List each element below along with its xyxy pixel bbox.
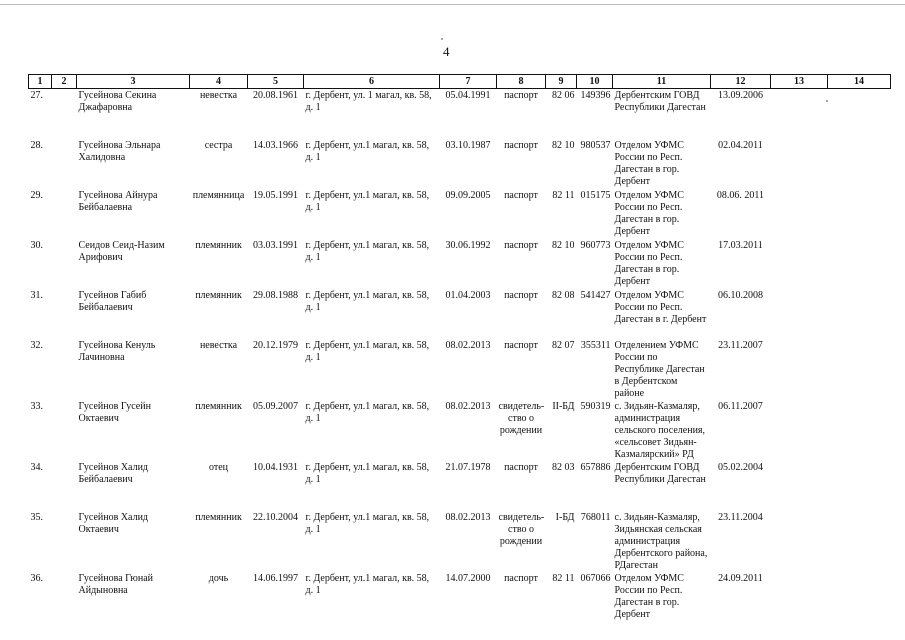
document-type: паспорт — [504, 240, 538, 251]
registration-date: 06.11.2007 — [718, 401, 763, 412]
table-row — [29, 572, 891, 622]
birth-date: 14.06.1997 — [253, 573, 298, 584]
column-header: 4 — [190, 75, 248, 89]
table-row — [29, 189, 891, 239]
column-13-cell — [771, 89, 828, 140]
document-series: 82 11 — [552, 190, 575, 201]
issuing-authority: Дербентским ГОВД Республики Дагестан — [614, 90, 706, 113]
relation: дочь — [208, 573, 229, 584]
empty-cell — [52, 400, 77, 461]
document-number: 657886 — [580, 462, 611, 473]
relation: сестра — [204, 140, 233, 151]
table-row — [29, 89, 891, 140]
registration-date: 08.06. 2011 — [716, 190, 765, 201]
empty-cell — [52, 139, 77, 189]
row-number: 35. — [30, 512, 43, 523]
relation: племянник — [195, 401, 242, 412]
relation: племянник — [195, 290, 242, 301]
document-number: 980537 — [580, 140, 611, 151]
document-type: паспорт — [504, 340, 538, 351]
birth-date: 20.12.1979 — [253, 340, 298, 351]
full-name: Гусейнова Гюнай Айдыновна — [78, 573, 154, 596]
empty-cell — [52, 89, 77, 140]
residents-table — [28, 74, 891, 622]
document-type: паспорт — [504, 90, 538, 101]
column-header: 7 — [440, 75, 497, 89]
document-date: 01.04.2003 — [445, 290, 491, 301]
address: г. Дербент, ул.1 магал, кв. 58, д. 1 — [305, 190, 430, 213]
column-14-cell — [828, 139, 891, 189]
document-date: 05.04.1991 — [445, 90, 491, 101]
empty-cell — [52, 289, 77, 339]
column-header: 2 — [52, 75, 77, 89]
column-13-cell — [771, 461, 828, 511]
document-series: 82 06 — [552, 90, 575, 101]
full-name: Гусейнова Эльнара Халидовна — [78, 140, 161, 163]
address: г. Дербент, ул.1 магал, кв. 58, д. 1 — [305, 462, 430, 485]
document-number: 149396 — [580, 90, 611, 101]
row-number: 32. — [30, 340, 43, 351]
document-date: 03.10.1987 — [445, 140, 491, 151]
page-number: 4 — [443, 44, 450, 59]
row-number: 36. — [30, 573, 43, 584]
column-14-cell — [828, 189, 891, 239]
document-series: 82 08 — [552, 290, 575, 301]
document-date: 09.09.2005 — [445, 190, 491, 201]
relation: племянник — [195, 240, 242, 251]
birth-date: 03.03.1991 — [253, 240, 298, 251]
full-name: Сеидов Сеид-Назим Арифович — [78, 240, 165, 263]
document-date: 08.02.2013 — [445, 401, 491, 412]
column-header: 6 — [304, 75, 440, 89]
column-header: 8 — [497, 75, 546, 89]
column-14-cell — [828, 572, 891, 622]
birth-date: 10.04.1931 — [253, 462, 298, 473]
column-header: 9 — [546, 75, 577, 89]
relation: невестка — [199, 90, 238, 101]
full-name: Гусейнова Айнура Бейбалаевна — [78, 190, 158, 213]
empty-cell — [52, 189, 77, 239]
document-date: 30.06.1992 — [445, 240, 491, 251]
issuing-authority: Отделением УФМС России по Республике Дагестан в Дербентском районе — [614, 340, 705, 399]
table-row — [29, 239, 891, 289]
column-header: 11 — [613, 75, 711, 89]
registration-date: 02.04.2011 — [718, 140, 763, 151]
table-row — [29, 289, 891, 339]
document-number: 960773 — [580, 240, 611, 251]
column-header: 1 — [29, 75, 52, 89]
issuing-authority: с. Зидьян-Казмаляр, Зидьянская сельская администрация Дербентского района, РДагестан — [614, 512, 708, 571]
full-name: Гусейнова Секина Джафаровна — [78, 90, 157, 113]
document-type: паспорт — [504, 140, 538, 151]
document-number: 541427 — [580, 290, 611, 301]
registration-date: 05.02.2004 — [718, 462, 763, 473]
column-14-cell — [828, 89, 891, 140]
column-13-cell — [771, 189, 828, 239]
document-type: свидетель-ство о рождении — [498, 401, 545, 436]
scan-speck — [441, 38, 443, 40]
full-name: Гусейнова Кенуль Лачиновна — [78, 340, 156, 363]
document-date: 14.07.2000 — [445, 573, 491, 584]
table-row — [29, 461, 891, 511]
row-number: 29. — [30, 190, 43, 201]
column-14-cell — [828, 461, 891, 511]
row-number: 34. — [30, 462, 43, 473]
document-number: 067066 — [580, 573, 611, 584]
column-header: 14 — [828, 75, 891, 89]
birth-date: 29.08.1988 — [253, 290, 298, 301]
birth-date: 14.03.1966 — [253, 140, 298, 151]
column-14-cell — [828, 239, 891, 289]
document-series: 82 11 — [552, 573, 575, 584]
table-row — [29, 400, 891, 461]
column-13-cell — [771, 511, 828, 572]
table-row — [29, 139, 891, 189]
full-name: Гусейнов Гусейн Октаевич — [78, 401, 151, 424]
column-13-cell — [771, 572, 828, 622]
table-row — [29, 511, 891, 572]
row-number: 27. — [30, 90, 43, 101]
address: г. Дербент, ул.1 магал, кв. 58, д. 1 — [305, 240, 430, 263]
document-number: 355311 — [580, 340, 611, 351]
full-name: Гусейнов Халид Бейбалаевич — [78, 462, 149, 485]
document-series: II-БД — [552, 401, 575, 412]
column-14-cell — [828, 511, 891, 572]
row-number: 31. — [30, 290, 43, 301]
empty-cell — [52, 511, 77, 572]
registration-date: 23.11.2004 — [718, 512, 763, 523]
document-number: 590319 — [580, 401, 611, 412]
address: г. Дербент, ул.1 магал, кв. 58, д. 1 — [305, 573, 430, 596]
issuing-authority: Дербентским ГОВД Республики Дагестан — [614, 462, 706, 485]
full-name: Гусейнов Габиб Бейбалаевич — [78, 290, 147, 313]
scan-edge-line — [0, 0, 905, 5]
document-series: 82 03 — [552, 462, 575, 473]
document-series: 82 10 — [552, 140, 575, 151]
table-row — [29, 339, 891, 400]
address: г. Дербент, ул.1 магал, кв. 58, д. 1 — [305, 140, 430, 163]
row-number: 28. — [30, 140, 43, 151]
document-number: 015175 — [580, 190, 611, 201]
issuing-authority: Отделом УФМС России по Респ. Дагестан в гор. Дербент — [614, 573, 684, 620]
relation: невестка — [199, 340, 238, 351]
registration-date: 13.09.2006 — [718, 90, 763, 101]
relation: племянник — [195, 512, 242, 523]
empty-cell — [52, 239, 77, 289]
column-13-cell — [771, 339, 828, 400]
address: г. Дербент, ул.1 магал, кв. 58, д. 1 — [305, 290, 430, 313]
document-type: паспорт — [504, 190, 538, 201]
document-type: свидетель-ство о рождении — [498, 512, 545, 547]
full-name: Гусейнов Халид Октаевич — [78, 512, 149, 535]
empty-cell — [52, 572, 77, 622]
issuing-authority: Отделом УФМС России по Респ. Дагестан в г. Дербент — [614, 290, 707, 325]
column-14-cell — [828, 400, 891, 461]
empty-cell — [52, 339, 77, 400]
document-type: паспорт — [504, 462, 538, 473]
registration-date: 17.03.2011 — [718, 240, 763, 251]
address: г. Дербент, ул.1 магал, кв. 58, д. 1 — [305, 512, 430, 535]
document-type: паспорт — [504, 573, 538, 584]
address: г. Дербент, ул. 1 магал, кв. 58, д. 1 — [305, 90, 432, 113]
registration-date: 23.11.2007 — [718, 340, 763, 351]
document-date: 08.02.2013 — [445, 512, 491, 523]
row-number: 33. — [30, 401, 43, 412]
table-header-row — [29, 75, 891, 89]
document-type: паспорт — [504, 290, 538, 301]
relation: племянница — [192, 190, 245, 201]
column-14-cell — [828, 339, 891, 400]
column-header: 3 — [77, 75, 190, 89]
issuing-authority: с. Зидьян-Казмаляр, администрация сельского поселения, «сельсовет Зидьян-Казмалярский» РД — [614, 401, 706, 460]
column-header: 10 — [577, 75, 613, 89]
birth-date: 05.09.2007 — [253, 401, 298, 412]
empty-cell — [52, 461, 77, 511]
registration-date: 24.09.2011 — [718, 573, 763, 584]
document-number: 768011 — [580, 512, 611, 523]
column-header: 13 — [771, 75, 828, 89]
residents-table-sheet — [28, 74, 890, 622]
issuing-authority: Отделом УФМС России по Респ. Дагестан в гор. Дербент — [614, 190, 684, 237]
issuing-authority: Отделом УФМС России по Респ. Дагестан в гор. Дербент — [614, 240, 684, 287]
document-series: 82 07 — [552, 340, 575, 351]
document-series: 82 10 — [552, 240, 575, 251]
column-14-cell — [828, 289, 891, 339]
column-13-cell — [771, 289, 828, 339]
relation: отец — [208, 462, 229, 473]
column-header: 12 — [711, 75, 771, 89]
document-date: 21.07.1978 — [445, 462, 491, 473]
birth-date: 22.10.2004 — [253, 512, 298, 523]
column-13-cell — [771, 239, 828, 289]
document-series: I-БД — [555, 512, 575, 523]
document-date: 08.02.2013 — [445, 340, 491, 351]
birth-date: 20.08.1961 — [253, 90, 298, 101]
row-number: 30. — [30, 240, 43, 251]
column-13-cell — [771, 400, 828, 461]
registration-date: 06.10.2008 — [718, 290, 763, 301]
birth-date: 19.05.1991 — [253, 190, 298, 201]
column-header: 5 — [248, 75, 304, 89]
issuing-authority: Отделом УФМС России по Респ. Дагестан в гор. Дербент — [614, 140, 684, 187]
column-13-cell — [771, 139, 828, 189]
address: г. Дербент, ул.1 магал, кв. 58, д. 1 — [305, 401, 430, 424]
address: г. Дербент, ул.1 магал, кв. 58, д. 1 — [305, 340, 430, 363]
